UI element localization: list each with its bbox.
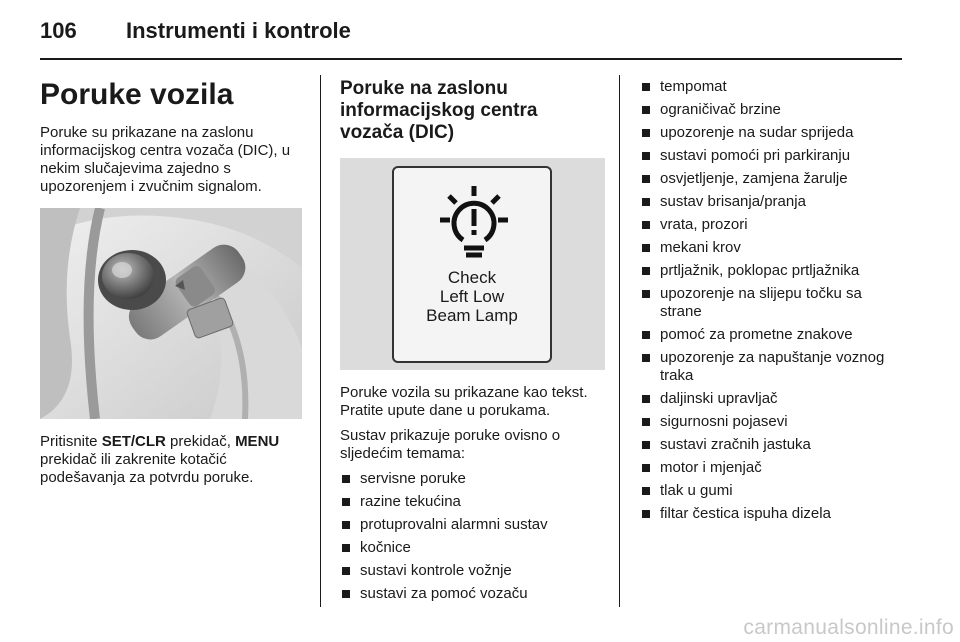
page-header	[40, 18, 351, 48]
steering-stalk-photo	[40, 208, 302, 419]
dic-line-1: Check	[447, 268, 497, 287]
topics-list-2	[640, 78, 902, 523]
dic-section-title: Poruke na zaslonu informacijskog centra vozača (DIC)	[340, 78, 538, 143]
dic-message	[394, 268, 550, 325]
dic-screen	[392, 166, 552, 363]
list-item: upozorenje za napuštanje voznog traka	[640, 349, 902, 385]
list-item: sustavi pomoći pri parkiranju	[640, 147, 902, 165]
list-item: sustav brisanja/pranja	[640, 193, 902, 211]
page-title: Poruke vozila	[40, 78, 234, 111]
instruction-text-2: prekidač,	[165, 433, 236, 450]
list-item: filtar čestica ispuha dizela	[640, 505, 902, 523]
header-rule	[40, 58, 902, 60]
list-item: sustavi zračnih jastuka	[640, 436, 902, 454]
list-item: razine tekućina	[340, 493, 605, 511]
watermark: carmanualsonline.info	[743, 616, 954, 639]
dic-paragraph-1: Poruke vozila su prikazane kao tekst. Pratite upute dane u porukama.	[340, 384, 588, 419]
list-item: vrata, prozori	[640, 216, 902, 234]
list-item: protuprovalni alarmni sustav	[340, 516, 605, 534]
page-number: 106	[40, 18, 77, 43]
set-clr-label: SET/CLR	[101, 433, 166, 450]
topics-list-1	[340, 470, 605, 603]
list-item: sustavi kontrole vožnje	[340, 562, 605, 580]
menu-label: MENU	[235, 433, 280, 450]
list-item: mekani krov	[640, 239, 902, 257]
list-item: kočnice	[340, 539, 605, 557]
dic-paragraph-2: Sustav prikazuje poruke ovisno o sljedećim temama:	[340, 427, 561, 462]
instruction-paragraph	[40, 433, 304, 487]
column-2	[340, 78, 605, 608]
intro-paragraph: Poruke su prikazane na zaslonu informacijskog centra vozača (DIC), u nekim slučajevima zajedno s upozorenjem i zvučnim signalom.	[40, 124, 291, 195]
list-item: prtljažnik, poklopac prtljažnika	[640, 262, 902, 280]
section-title: Instrumenti i kontrole	[126, 18, 351, 43]
column-3	[640, 78, 902, 528]
bulb-warning-icon	[436, 182, 512, 258]
column-divider-1	[320, 75, 321, 607]
list-item: motor i mjenjač	[640, 459, 902, 477]
list-item: upozorenje na sudar sprijeda	[640, 124, 902, 142]
list-item: sigurnosni pojasevi	[640, 413, 902, 431]
list-item: upozorenje na slijepu točku sa strane	[640, 285, 902, 321]
column-1	[40, 78, 304, 494]
column-divider-2	[619, 75, 620, 607]
dic-line-2: Left Low	[439, 287, 505, 306]
list-item: sustavi za pomoć vozaču	[340, 585, 605, 603]
list-item: servisne poruke	[340, 470, 605, 488]
list-item: daljinski upravljač	[640, 390, 902, 408]
instruction-text-3: prekidač ili zakrenite kotačić podešavanja za potvrdu poruke.	[40, 451, 254, 486]
instruction-text-1: Pritisnite	[40, 433, 102, 450]
list-item: tlak u gumi	[640, 482, 902, 500]
dic-display-illustration	[340, 158, 605, 370]
steering-stalk-illustration	[40, 208, 302, 419]
list-item: pomoć za prometne znakove	[640, 326, 902, 344]
dic-line-3: Beam Lamp	[426, 306, 518, 325]
list-item: tempomat	[640, 78, 902, 96]
list-item: osvjetljenje, zamjena žarulje	[640, 170, 902, 188]
list-item: ograničivač brzine	[640, 101, 902, 119]
